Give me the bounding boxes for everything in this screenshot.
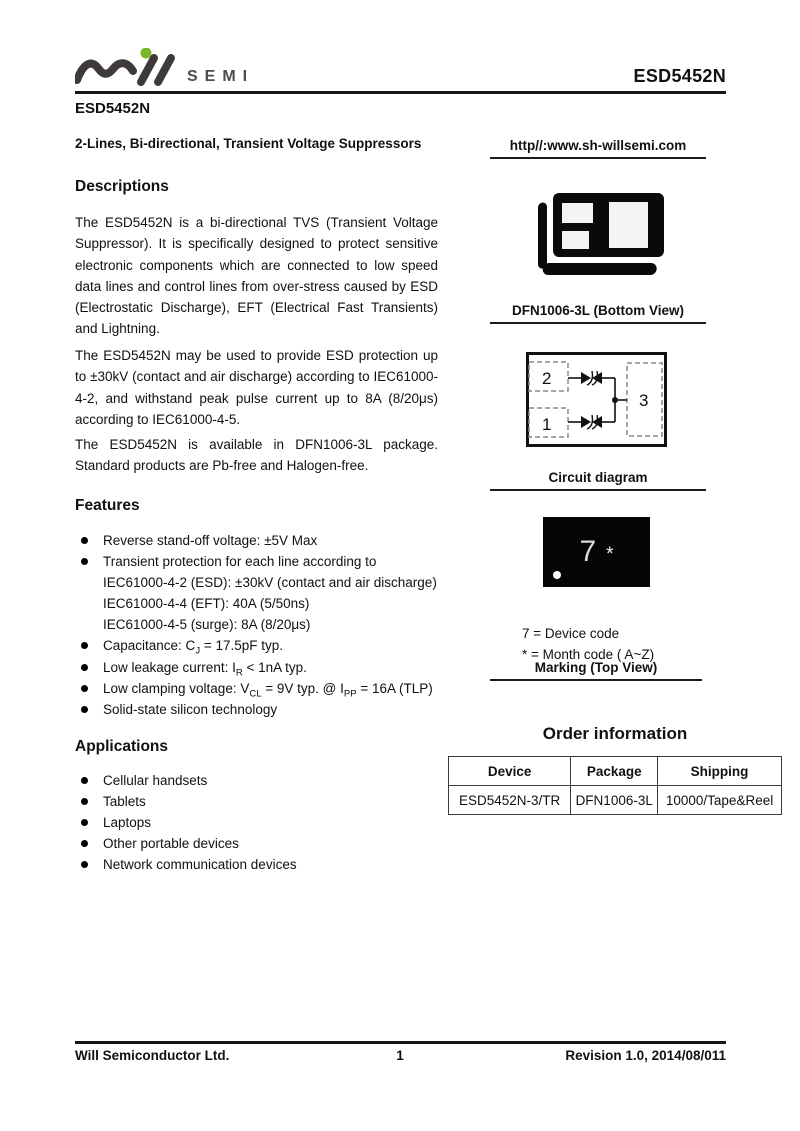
circuit-node-dot (612, 397, 618, 403)
list-item-label: Tablets (103, 794, 146, 810)
circuit-caption: Circuit diagram (490, 470, 706, 491)
bullet-icon (81, 840, 88, 847)
table-body (449, 786, 782, 815)
bullet-icon (81, 861, 88, 868)
package-caption: DFN1006-3L (Bottom View) (490, 303, 706, 324)
list-item-label: Capacitance: $C_J = 17.5pF$ typ. (103, 638, 283, 658)
description-paragraph-2: The ESD5452N may be used to provide ESD protection up to ±30kV (contact and air discharge) according to IEC61000-4-2, and withstand peak pulse current up to 8A (8/20μs) according to IEC61000-4-5. (75, 348, 438, 427)
bullet-icon (81, 777, 88, 784)
bullet-icon (81, 819, 88, 826)
feature-subline: IEC61000-4-4 (EFT): 40A (5/50ns) (103, 596, 310, 612)
footer-page-number: 1 (396, 1048, 404, 1063)
package-pad-2 (562, 203, 593, 223)
package-side-bottom (542, 263, 657, 275)
list-item (75, 791, 438, 812)
table-header-row (449, 757, 782, 786)
willsemi-logo-icon (75, 48, 335, 90)
bullet-icon (81, 706, 88, 713)
marking-month-code: * (606, 543, 614, 565)
feature-subline: IEC61000-4-2 (ESD): ±30kV (contact and air discharge) (103, 575, 437, 591)
table-row (449, 786, 782, 815)
bullet-icon (81, 642, 88, 649)
list-item (75, 833, 438, 854)
features-heading: Features (75, 497, 140, 514)
marking-pin1-dot-icon (553, 571, 561, 579)
bullet-icon (81, 798, 88, 805)
marking-legend-line: * = Month code ( A~Z) (522, 647, 655, 662)
order-information-table (448, 756, 782, 815)
table-cell: DFN1006-3L (571, 786, 658, 815)
document-subtitle: 2-Lines, Bi-directional, Transient Voltage Suppressors (75, 136, 422, 151)
bullet-icon (81, 537, 88, 544)
list-item (75, 530, 438, 551)
list-item-label: Laptops (103, 815, 152, 831)
subscript: J (195, 646, 201, 658)
table-cell: ESD5452N-3/TR (449, 786, 571, 815)
list-item-label: Solid-state silicon technology (103, 701, 278, 717)
description-paragraph-3: The ESD5452N is available in DFN1006-3L package. Standard products are Pb-free and Halogen-free. (75, 437, 438, 474)
package-side-left (538, 202, 547, 269)
brand-semi-text: SEMI (187, 68, 255, 85)
list-item (75, 635, 438, 656)
subscript: R (235, 667, 243, 679)
list-item (75, 551, 438, 572)
footer-company: Will Semiconductor Ltd. (75, 1048, 230, 1063)
logo-wave (77, 63, 133, 80)
list-item (75, 812, 438, 833)
bullet-icon (81, 558, 88, 565)
package-bottom-view-graphic (536, 193, 664, 290)
feature-subline: IEC61000-4-5 (surge): 8A (8/20μs) (103, 617, 311, 633)
list-item (75, 770, 438, 791)
circuit-pin2-label: 2 (542, 369, 552, 388)
header-rule (75, 91, 726, 94)
list-item-label: Cellular handsets (103, 773, 208, 788)
subscript: CL (249, 688, 262, 700)
features-list (75, 530, 438, 720)
page-title: ESD5452N (75, 100, 151, 117)
circuit-pin3-label: 3 (639, 391, 649, 410)
table-cell: 10000/Tape&Reel (658, 786, 782, 815)
list-item-label: Low leakage current: $I_R < 1nA$ typ. (103, 659, 307, 679)
footer-rule (75, 1041, 726, 1044)
descriptions-heading: Descriptions (75, 178, 169, 195)
list-item (75, 678, 438, 699)
marking-top-view-graphic (543, 517, 650, 587)
table-column-header: Device (449, 757, 571, 786)
circuit-pin1-label: 1 (542, 415, 552, 434)
list-item (75, 854, 438, 875)
description-paragraph-1: The ESD5452N is a bi-directional TVS (Transient Voltage Suppressor). It is specifically designed to protect sensitive electronic components which are connected to low speed data lines and control lines from over-stress caused by ESD (Electrostatic Discharge), EFT (Electrical Fast Transients) and Lightning. (75, 215, 438, 337)
package-pad-3 (609, 202, 648, 248)
table-column-header: Shipping (658, 757, 782, 786)
marking-caption: Marking (Top View) (490, 660, 702, 681)
list-item-label: Reverse stand-off voltage: ±5V Max (103, 533, 318, 548)
website-link[interactable]: http//:www.sh-willsemi.com (490, 138, 706, 159)
logo-slash-1 (141, 58, 154, 82)
applications-list (75, 770, 438, 875)
logo-green-dot (141, 48, 152, 59)
marking-legend-line: 7 = Device code (522, 626, 620, 641)
list-item (75, 699, 438, 720)
package-pad-1 (562, 231, 589, 249)
marking-legend (522, 623, 654, 665)
list-item-label: Network communication devices (103, 857, 297, 873)
subscript: PP (343, 688, 357, 700)
marking-device-code: 7 (579, 535, 597, 568)
bullet-icon (81, 664, 88, 671)
bullet-icon (81, 685, 88, 692)
list-item-label: Transient protection for each line according to (103, 554, 377, 570)
order-information-title: Order information (542, 724, 688, 743)
applications-heading: Applications (75, 738, 169, 755)
circuit-diagram (526, 352, 667, 452)
list-item-label: Low clamping voltage: $V_{CL} = 9V$ typ. @ $I_{PP} = 16A$ (TLP) (103, 680, 433, 700)
list-item (75, 657, 438, 678)
list-item-label: Other portable devices (103, 836, 239, 852)
footer-revision: Revision 1.0, 2014/08/011 (565, 1048, 726, 1063)
table-column-header: Package (571, 757, 658, 786)
header-part-number: ESD5452N (633, 66, 726, 86)
brand-logo (75, 48, 335, 90)
logo-slash-2 (158, 58, 171, 82)
